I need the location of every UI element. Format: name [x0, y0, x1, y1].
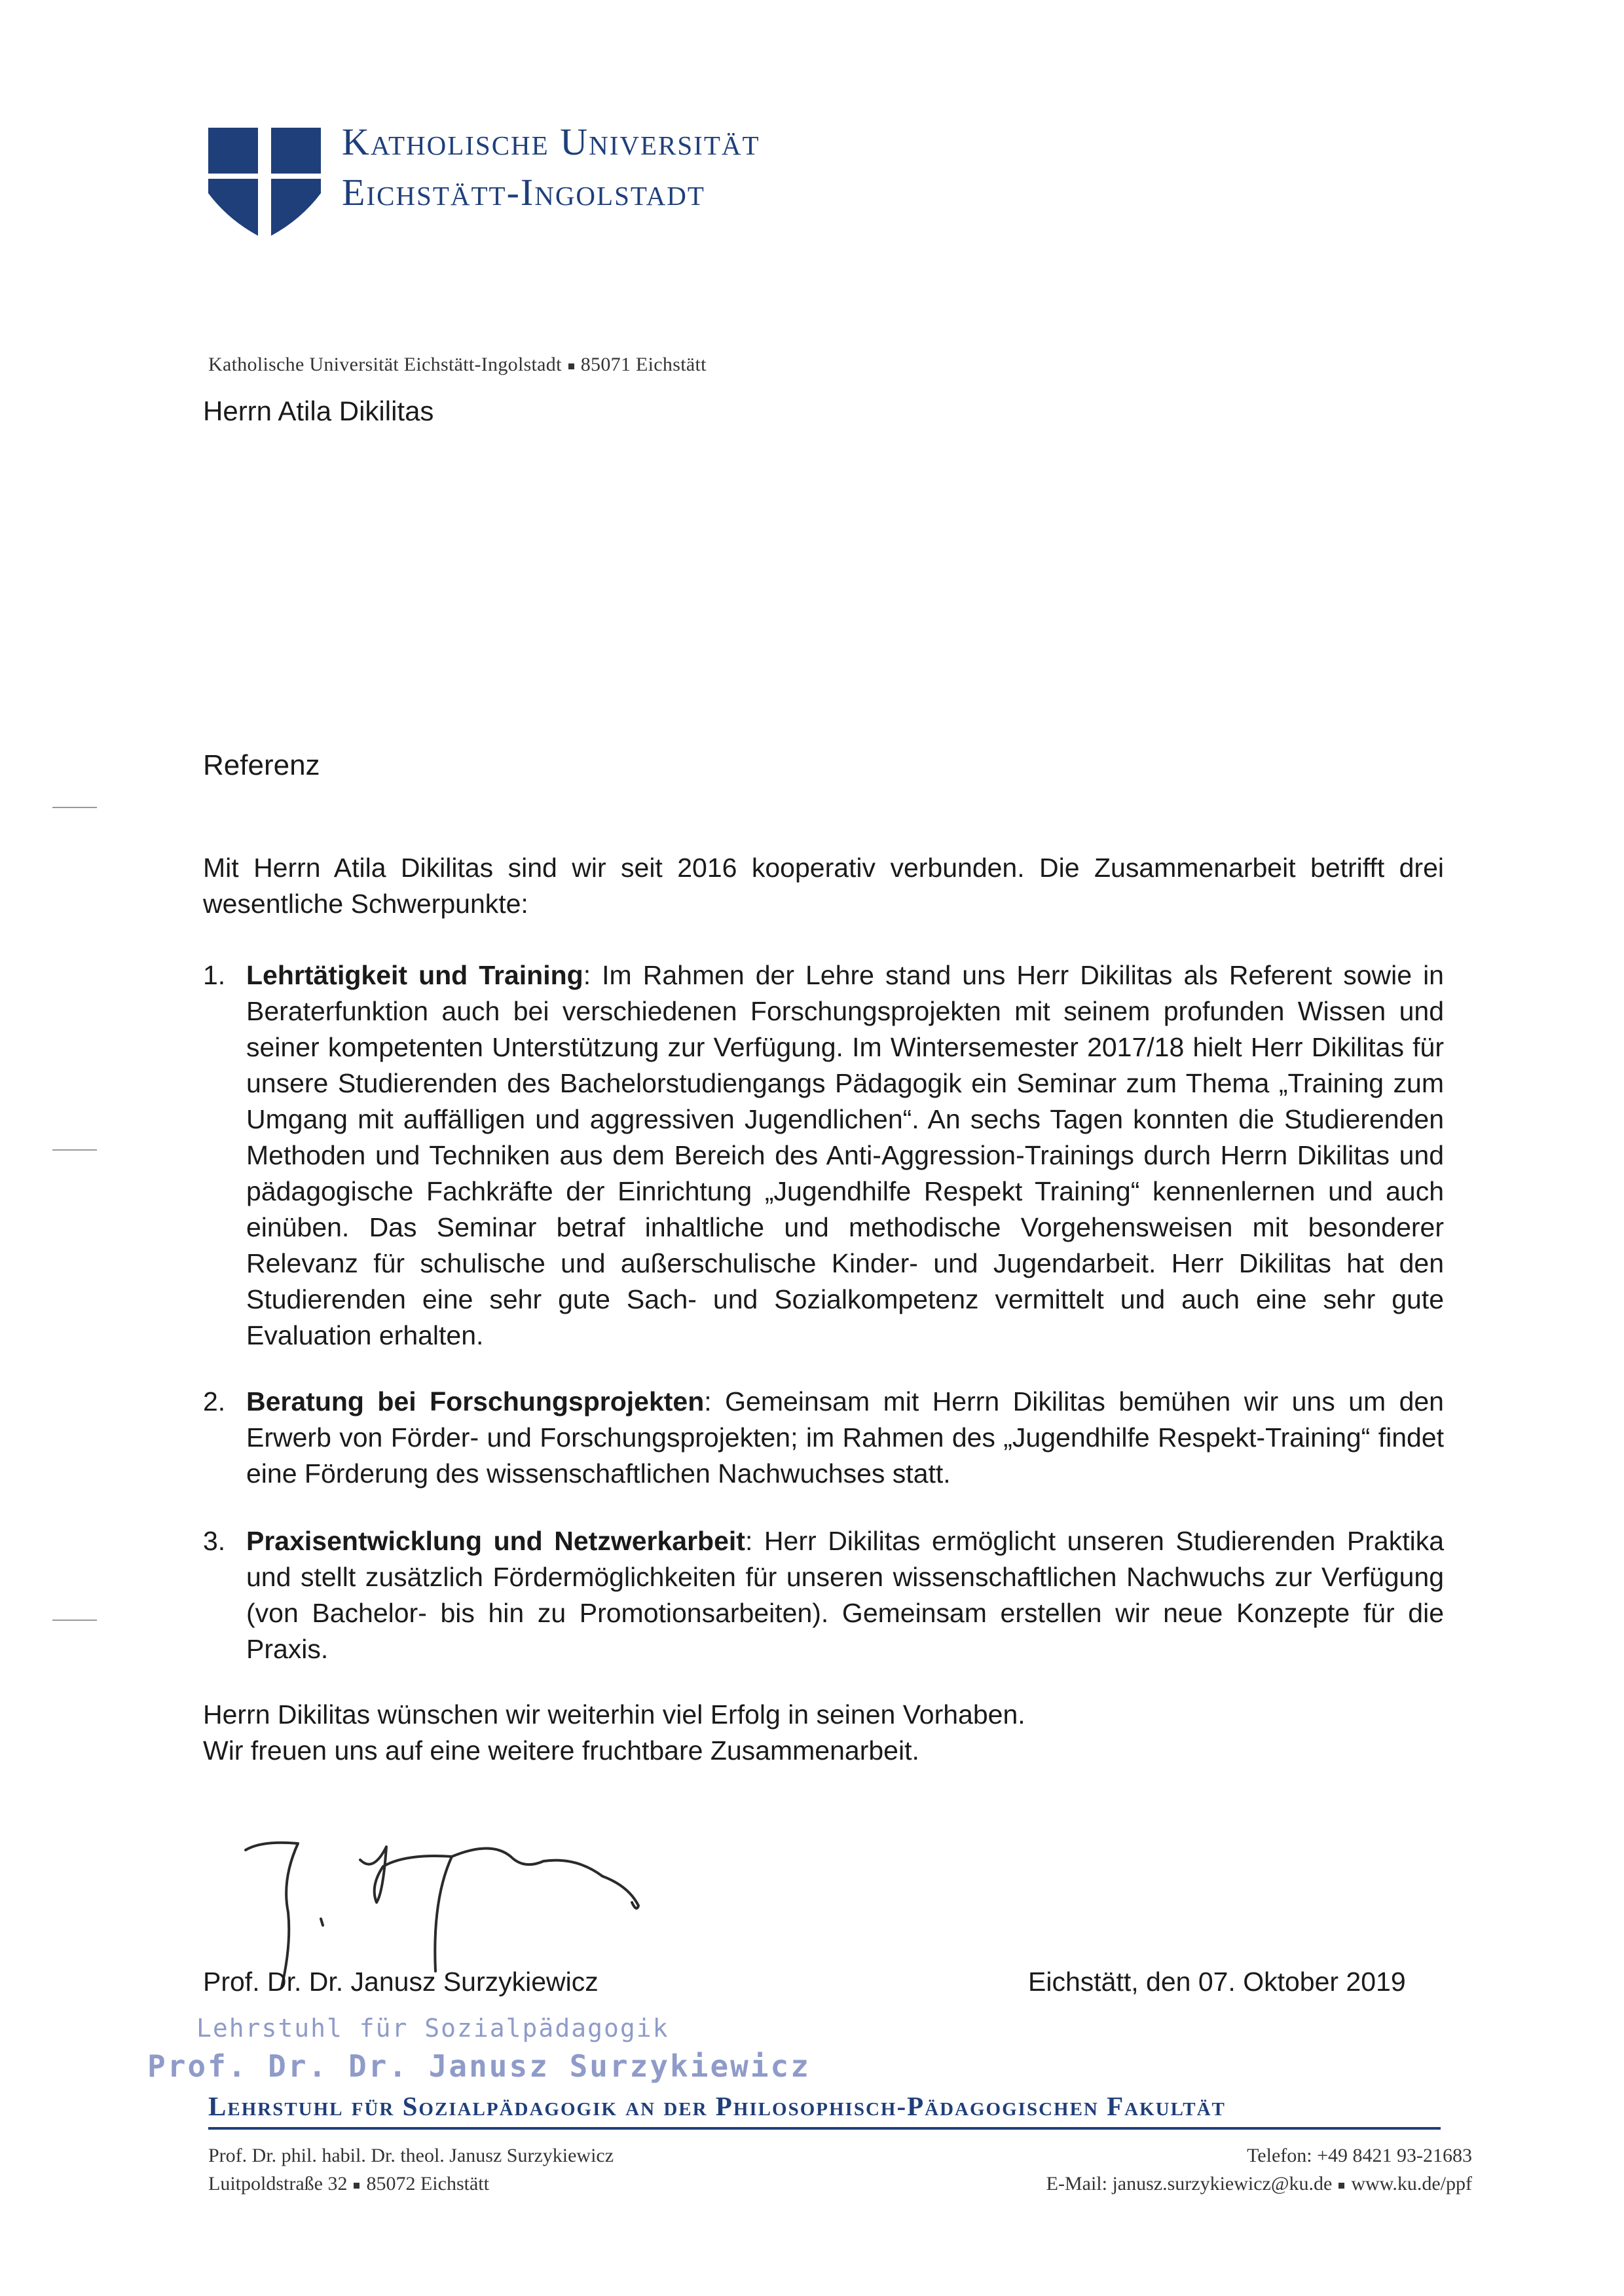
list-item-heading: Lehrtätigkeit und Training [246, 960, 583, 990]
list-item [203, 957, 1444, 1354]
closing-line-2: Wir freuen uns auf eine weitere fruchtbare Zusammenarbeit. [203, 1735, 919, 1766]
sender-postal: 85071 Eichstätt [580, 354, 707, 375]
stamp-chair-name: Lehrstuhl für Sozialpädagogik [196, 2014, 669, 2043]
university-name-line1: Katholische Universität [342, 120, 760, 163]
recipient-name: Herrn Atila Dikilitas [203, 396, 434, 426]
list-item-text [246, 1384, 1444, 1492]
list-item [203, 1523, 1444, 1667]
closing-line-1: Herrn Dikilitas wünschen wir weiterhin viel Erfolg in seinen Vorhaben. [203, 1699, 1025, 1730]
university-logo [208, 128, 321, 236]
footer-email[interactable]: E-Mail: janusz.surzykiewicz@ku.de [1046, 2173, 1333, 2194]
footer-contact [1046, 2173, 1472, 2195]
footer-city: 85072 Eichstätt [366, 2173, 489, 2194]
list-item-heading: Praxisentwicklung und Netzwerkarbeit [246, 1526, 745, 1556]
list-item [203, 1384, 1444, 1492]
footer-address [208, 2173, 489, 2195]
list-item-number: 1. [203, 960, 226, 990]
sender-university: Katholische Universität Eichstätt-Ingolstadt [208, 354, 562, 375]
list-item-number: 2. [203, 1386, 226, 1416]
footer-professor-name: Prof. Dr. phil. habil. Dr. theol. Janusz Surzykiewicz [208, 2145, 614, 2166]
university-name-line2: Eichstätt-Ingolstadt [342, 171, 705, 213]
intro-paragraph: Mit Herrn Atila Dikilitas sind wir seit 2016 kooperativ verbunden. Die Zusammenarbeit betrifft drei wesentliche Schwerpunkte: [203, 853, 1444, 919]
list-item-body: : Im Rahmen der Lehre stand uns Herr Dikilitas als Referent sowie in Beraterfunktion auch bei verschiedenen Forschungsprojekten mit seinem profunden Wissen und seiner kompetenten Unterstützung zur Verfügung. Im Wintersemester 2017/18 hielt Herr Dikilitas für unsere Studierenden des Bachelorstudiengangs Pädagogik ein Seminar zum Thema „Training zum Umgang mit auffälligen und aggressiven Jugendlichen“. An sechs Tagen konnten die Studierenden Methoden und Techniken aus dem Bereich des Anti-Aggression-Trainings durch Herrn Dikilitas und pädagogische Fachkräfte der Einrichtung „Jugendhilfe Respekt Training“ kennenlernen und auch einüben. Das Seminar betraf inhaltliche und methodische Vorgehensweisen mit besonderer Relevanz für schulische und außerschulische Kinder- und Jugendarbeit. Herr Dikilitas hat den Studierenden eine sehr gute Sach- und Sozialkompetenz vermittelt und auch eine sehr gute Evaluation erhalten. [246, 960, 1444, 1350]
separator-square-icon [1338, 2183, 1344, 2189]
signer-name: Prof. Dr. Dr. Janusz Surzykiewicz [203, 1967, 599, 1997]
footer-web[interactable]: www.ku.de/ppf [1351, 2173, 1472, 2194]
stamp-professor-name: Prof. Dr. Dr. Janusz Surzykiewicz [147, 2048, 811, 2084]
fold-mark [52, 1149, 97, 1151]
letter-subject: Referenz [203, 749, 320, 781]
place-and-date: Eichstätt, den 07. Oktober 2019 [1028, 1967, 1406, 1997]
footer-phone: Telefon: +49 8421 93-21683 [1247, 2145, 1472, 2166]
separator-square-icon [568, 363, 574, 369]
list-item-text [246, 1523, 1444, 1667]
fold-mark [52, 1620, 97, 1621]
faculty-line: Lehrstuhl für Sozialpädagogik an der Philosophisch-Pädagogischen Fakultät [208, 2091, 1226, 2121]
footer-divider [208, 2127, 1441, 2130]
separator-square-icon [354, 2183, 360, 2189]
list-item-number: 3. [203, 1526, 226, 1556]
list-item-text [246, 957, 1444, 1354]
list-item-heading: Beratung bei Forschungsprojekten [246, 1386, 705, 1416]
fold-mark [52, 807, 97, 808]
sender-return-line [208, 354, 707, 376]
list-item-body: : Herr Dikilitas ermöglicht unseren Studierenden Praktika und stellt zusätzlich Fördermöglichkeiten für unseren wissenschaftlichen Nachwuchs zur Verfügung (von Bachelor- bis hin zu Promotionsarbeiten). Gemeinsam erstellen wir neue Konzepte für die Praxis. [246, 1526, 1445, 1664]
footer-street: Luitpoldstraße 32 [208, 2173, 348, 2194]
list-item-body: : Gemeinsam mit Herrn Dikilitas bemühen wir uns um den Erwerb von Förder- und Forschungsprojekten; im Rahmen des „Jugendhilfe Respekt-Training“ findet eine Förderung des wissenschaftlichen Nachwuchses statt. [246, 1386, 1444, 1489]
